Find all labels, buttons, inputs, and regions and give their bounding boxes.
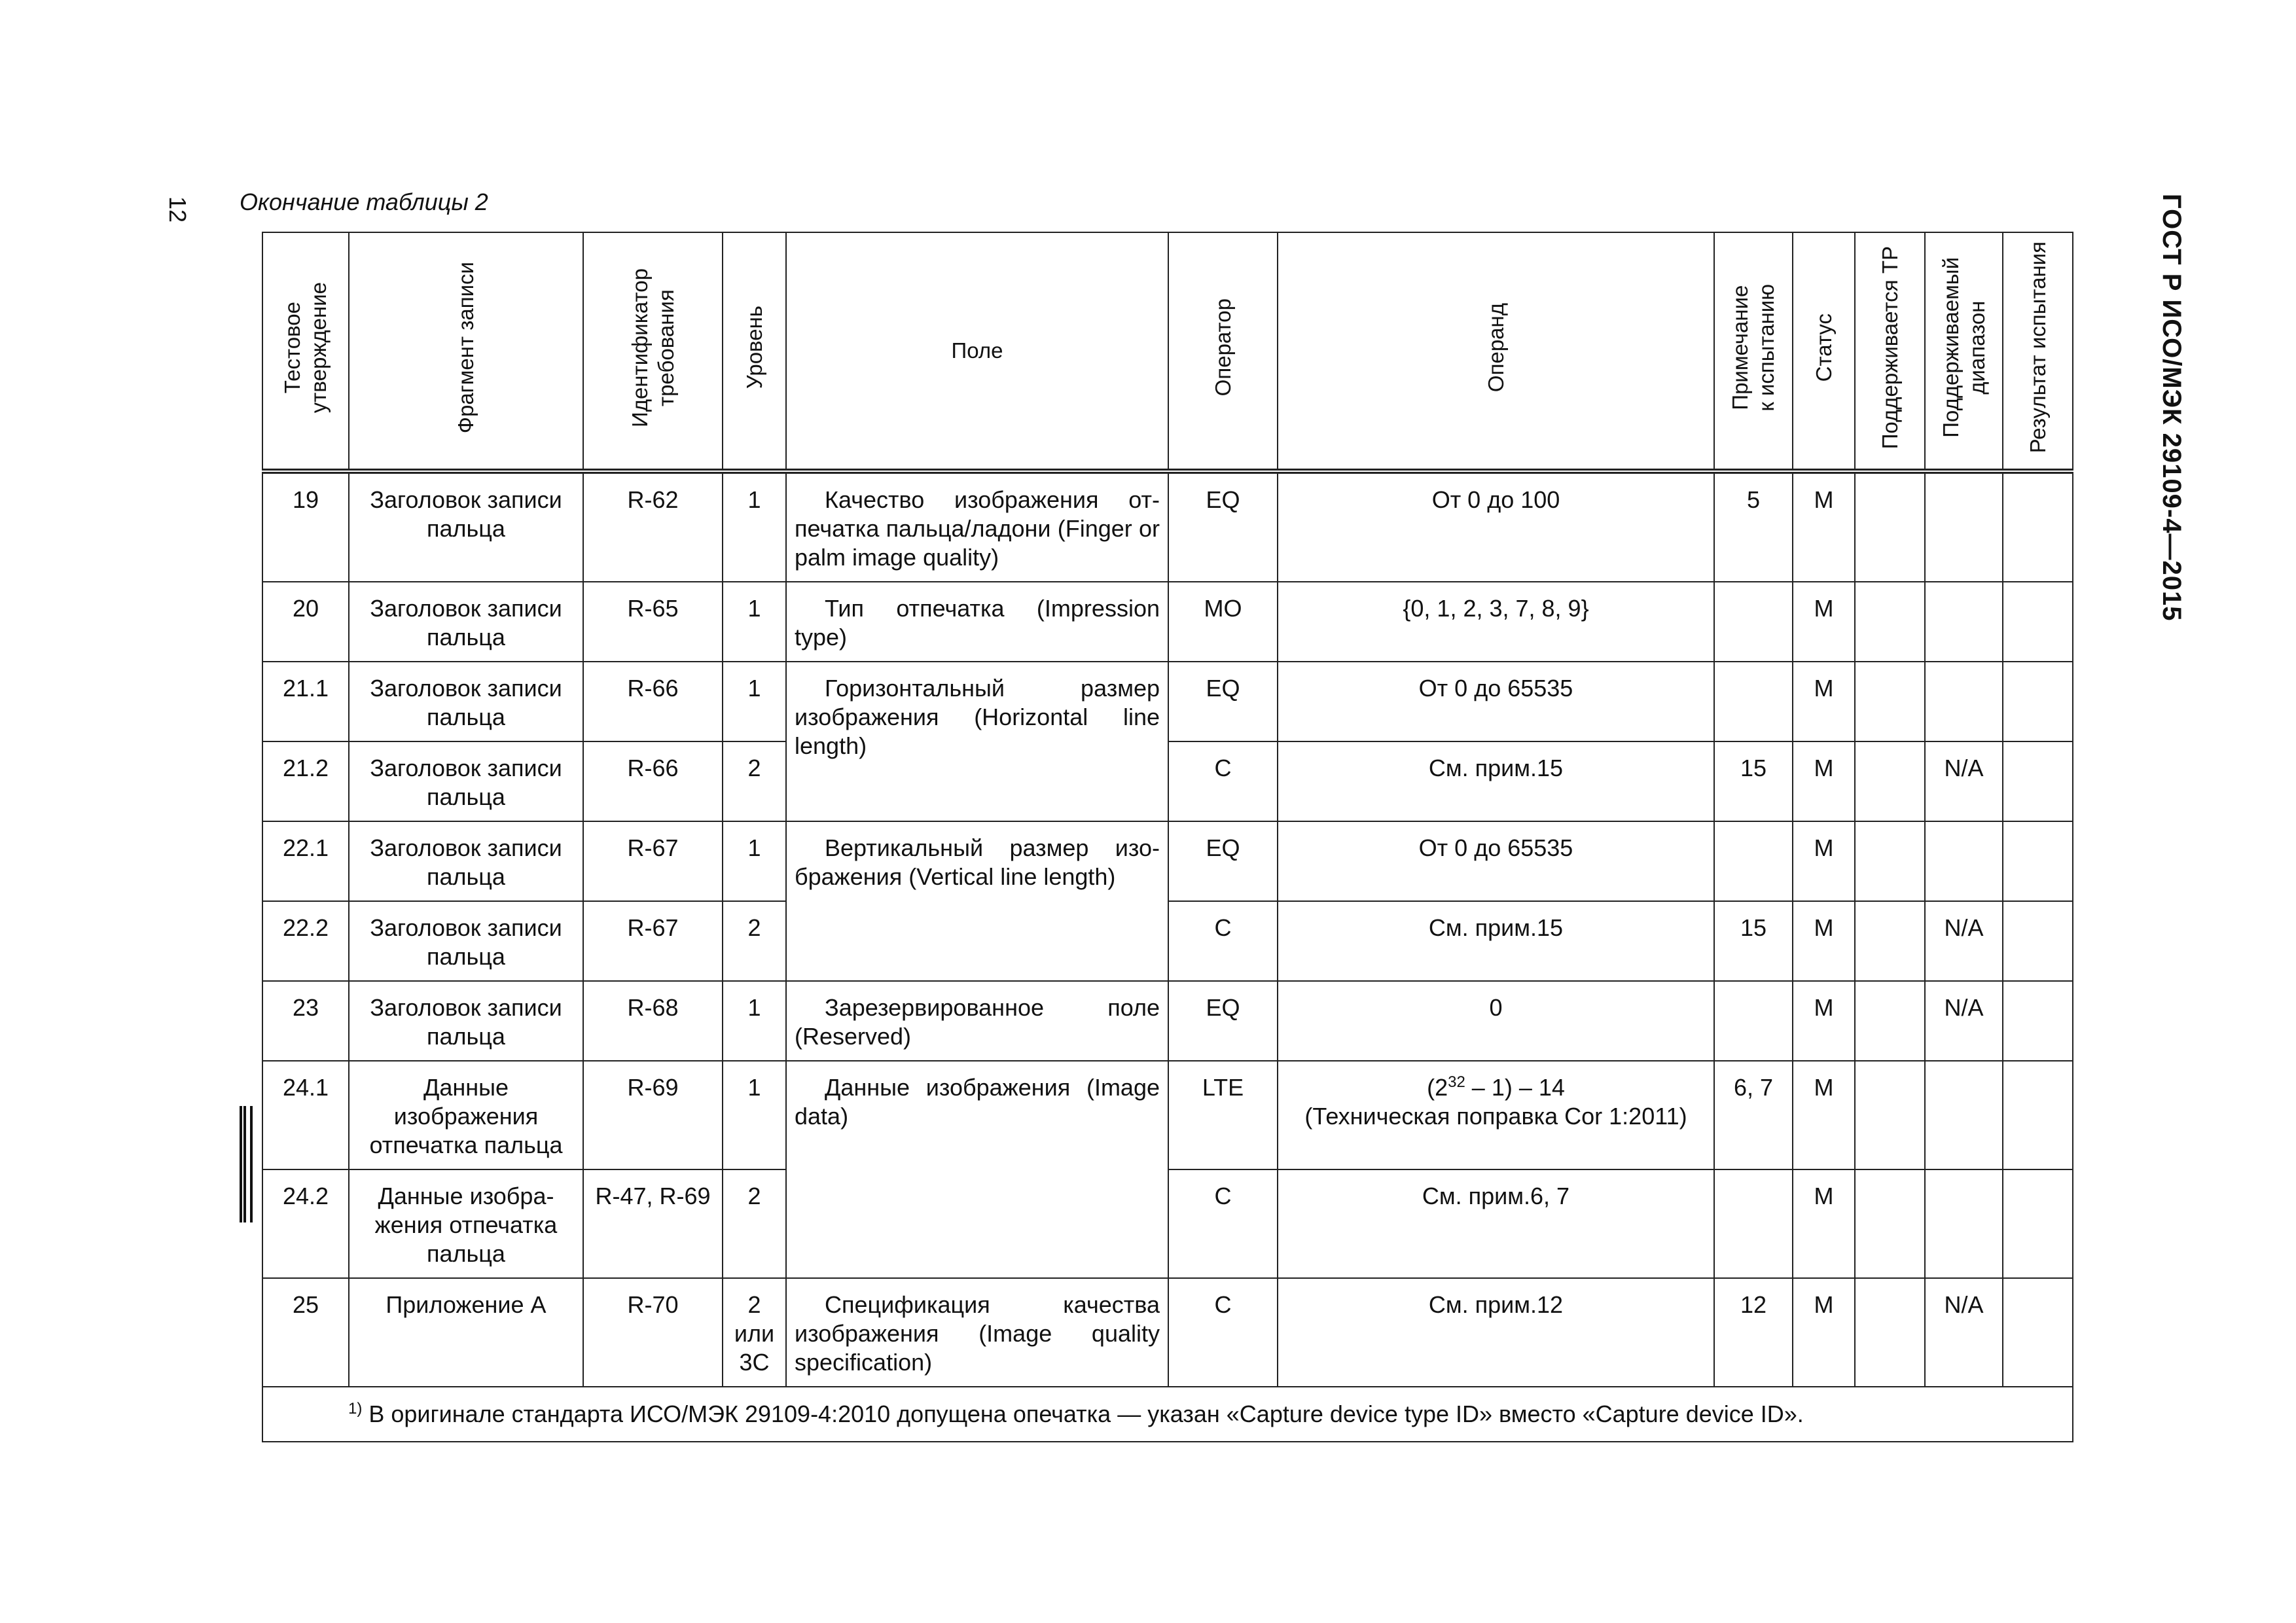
cell-note bbox=[1714, 981, 1793, 1061]
page-number: 12 bbox=[164, 196, 191, 223]
footnote-row bbox=[262, 1387, 2073, 1442]
requirements-table bbox=[262, 232, 2073, 1442]
cell-level: 2 bbox=[723, 901, 786, 981]
cell-operand: См. прим.12 bbox=[1278, 1278, 1714, 1387]
cell-test: 22.1 bbox=[262, 821, 349, 901]
cell-result bbox=[2003, 582, 2073, 662]
cell-result bbox=[2003, 471, 2073, 582]
cell-level: 1 bbox=[723, 582, 786, 662]
cell-fragment: Заголовок записи пальца bbox=[349, 981, 583, 1061]
cell-range bbox=[1925, 1169, 2003, 1278]
cell-note bbox=[1714, 582, 1793, 662]
cell-req: R-66 bbox=[583, 741, 723, 821]
cell-fragment: Заголовок записи пальца bbox=[349, 582, 583, 662]
col-header-test: Тестовое утверждение bbox=[262, 232, 349, 471]
cell-status: M bbox=[1793, 1061, 1855, 1169]
cell-result bbox=[2003, 662, 2073, 741]
col-header-result: Результат испытания bbox=[2003, 232, 2073, 471]
cell-range bbox=[1925, 1061, 2003, 1169]
cell-note: 15 bbox=[1714, 901, 1793, 981]
cell-req: R-62 bbox=[583, 471, 723, 582]
cell-req: R-70 bbox=[583, 1278, 723, 1387]
cell-status: M bbox=[1793, 582, 1855, 662]
table-row bbox=[262, 1061, 2073, 1169]
cell-req: R-69 bbox=[583, 1061, 723, 1169]
col-header-operator: Оператор bbox=[1168, 232, 1278, 471]
cell-fragment: Заголовок записи пальца bbox=[349, 821, 583, 901]
cell-result bbox=[2003, 1169, 2073, 1278]
col-header-supported-tr: Поддерживается ТР bbox=[1855, 232, 1925, 471]
cell-operand bbox=[1278, 1061, 1714, 1169]
cell-operator: C bbox=[1168, 1169, 1278, 1278]
cell-field: Горизонтальный размер изображения (Horizontal line length) bbox=[786, 662, 1168, 821]
cell-result bbox=[2003, 901, 2073, 981]
cell-supported-tr bbox=[1855, 821, 1925, 901]
cell-operand: От 0 до 65535 bbox=[1278, 662, 1714, 741]
cell-status: M bbox=[1793, 1169, 1855, 1278]
cell-operator: C bbox=[1168, 1278, 1278, 1387]
cell-req: R-66 bbox=[583, 662, 723, 741]
change-bar-marker bbox=[240, 1106, 253, 1222]
cell-supported-tr bbox=[1855, 471, 1925, 582]
cell-operand: См. прим.6, 7 bbox=[1278, 1169, 1714, 1278]
cell-test: 20 bbox=[262, 582, 349, 662]
cell-supported-tr bbox=[1855, 901, 1925, 981]
cell-fragment: Заголовок записи пальца bbox=[349, 662, 583, 741]
table-row bbox=[262, 981, 2073, 1061]
cell-supported-tr bbox=[1855, 1169, 1925, 1278]
cell-note bbox=[1714, 662, 1793, 741]
header-row bbox=[262, 232, 2073, 471]
cell-status: M bbox=[1793, 981, 1855, 1061]
cell-field: Тип отпечатка (Impression type) bbox=[786, 582, 1168, 662]
cell-status: M bbox=[1793, 662, 1855, 741]
col-header-supported-range: Поддерживаемый диапазон bbox=[1925, 232, 2003, 471]
cell-status: M bbox=[1793, 821, 1855, 901]
cell-range bbox=[1925, 662, 2003, 741]
col-header-status: Статус bbox=[1793, 232, 1855, 471]
cell-level: 1 bbox=[723, 471, 786, 582]
table-row bbox=[262, 821, 2073, 901]
col-header-level: Уровень bbox=[723, 232, 786, 471]
cell-req: R-65 bbox=[583, 582, 723, 662]
cell-operand: См. прим.15 bbox=[1278, 741, 1714, 821]
cell-operator: EQ bbox=[1168, 471, 1278, 582]
col-header-req-id: Идентификатор требования bbox=[583, 232, 723, 471]
cell-level: 1 bbox=[723, 1061, 786, 1169]
cell-test: 25 bbox=[262, 1278, 349, 1387]
cell-range: N/A bbox=[1925, 741, 2003, 821]
cell-operand: См. прим.15 bbox=[1278, 901, 1714, 981]
cell-test: 21.2 bbox=[262, 741, 349, 821]
cell-status: M bbox=[1793, 1278, 1855, 1387]
col-header-field: Поле bbox=[786, 232, 1168, 471]
table-row bbox=[262, 471, 2073, 582]
table-row bbox=[262, 1278, 2073, 1387]
cell-supported-tr bbox=[1855, 1278, 1925, 1387]
cell-operator: C bbox=[1168, 901, 1278, 981]
cell-fragment: Приложение А bbox=[349, 1278, 583, 1387]
col-header-operand: Операнд bbox=[1278, 232, 1714, 471]
cell-range bbox=[1925, 582, 2003, 662]
table-row bbox=[262, 582, 2073, 662]
cell-fragment: Заголовок записи пальца bbox=[349, 471, 583, 582]
cell-level: 1 bbox=[723, 981, 786, 1061]
cell-level: 1 bbox=[723, 821, 786, 901]
cell-level: 2 bbox=[723, 1169, 786, 1278]
cell-result bbox=[2003, 1061, 2073, 1169]
cell-level: 1 bbox=[723, 662, 786, 741]
cell-result bbox=[2003, 1278, 2073, 1387]
cell-fragment: Данные изображения отпечатка пальца bbox=[349, 1061, 583, 1169]
col-header-note: Примечание к испытанию bbox=[1714, 232, 1793, 471]
cell-field: Вертикальный размер изо-бражения (Vertical line length) bbox=[786, 821, 1168, 981]
cell-note: 6, 7 bbox=[1714, 1061, 1793, 1169]
cell-operator: C bbox=[1168, 741, 1278, 821]
cell-result bbox=[2003, 981, 2073, 1061]
cell-operand: От 0 до 65535 bbox=[1278, 821, 1714, 901]
cell-status: M bbox=[1793, 901, 1855, 981]
footnote-marker: 1) bbox=[348, 1400, 363, 1418]
cell-note bbox=[1714, 1169, 1793, 1278]
cell-note: 12 bbox=[1714, 1278, 1793, 1387]
cell-field: Данные изображения (Image data) bbox=[786, 1061, 1168, 1278]
cell-operator: EQ bbox=[1168, 662, 1278, 741]
cell-field: Качество изображения от-печатка пальца/ладони (Finger or palm image quality) bbox=[786, 471, 1168, 582]
footnote bbox=[262, 1387, 2073, 1442]
cell-note bbox=[1714, 821, 1793, 901]
col-header-fragment: Фрагмент записи bbox=[349, 232, 583, 471]
cell-test: 23 bbox=[262, 981, 349, 1061]
cell-supported-tr bbox=[1855, 741, 1925, 821]
cell-req: R-68 bbox=[583, 981, 723, 1061]
operand-correction: (Техническая поправка Cor 1:2011) bbox=[1304, 1103, 1687, 1130]
table-row bbox=[262, 662, 2073, 741]
cell-supported-tr bbox=[1855, 981, 1925, 1061]
cell-level: 2 bbox=[723, 741, 786, 821]
cell-level: 2 или 3С bbox=[723, 1278, 786, 1387]
cell-test: 21.1 bbox=[262, 662, 349, 741]
cell-range: N/A bbox=[1925, 981, 2003, 1061]
cell-req: R-47, R-69 bbox=[583, 1169, 723, 1278]
cell-fragment: Данные изобра-жения отпечатка пальца bbox=[349, 1169, 583, 1278]
cell-operand: От 0 до 100 bbox=[1278, 471, 1714, 582]
cell-test: 24.2 bbox=[262, 1169, 349, 1278]
cell-note: 5 bbox=[1714, 471, 1793, 582]
cell-note: 15 bbox=[1714, 741, 1793, 821]
cell-test: 22.2 bbox=[262, 901, 349, 981]
cell-field: Зарезервированное поле (Reserved) bbox=[786, 981, 1168, 1061]
cell-operand: 0 bbox=[1278, 981, 1714, 1061]
cell-status: M bbox=[1793, 471, 1855, 582]
table-caption: Окончание таблицы 2 bbox=[240, 188, 488, 215]
cell-range: N/A bbox=[1925, 901, 2003, 981]
cell-supported-tr bbox=[1855, 582, 1925, 662]
cell-test: 19 bbox=[262, 471, 349, 582]
footnote-text: В оригинале стандарта ИСО/МЭК 29109-4:2010 допущена опечатка — указан «Capture device type ID» вместо «Capture device ID». bbox=[362, 1400, 1804, 1427]
cell-operand: {0, 1, 2, 3, 7, 8, 9} bbox=[1278, 582, 1714, 662]
cell-req: R-67 bbox=[583, 821, 723, 901]
cell-operator: EQ bbox=[1168, 821, 1278, 901]
standard-title: ГОСТ Р ИСО/МЭК 29109-4—2015 bbox=[2157, 194, 2186, 622]
cell-operator: LTE bbox=[1168, 1061, 1278, 1169]
cell-operator: MO bbox=[1168, 582, 1278, 662]
operand-formula: $(2^{32} - 1) - 14$ bbox=[1427, 1073, 1565, 1101]
cell-status: M bbox=[1793, 741, 1855, 821]
cell-result bbox=[2003, 821, 2073, 901]
cell-test: 24.1 bbox=[262, 1061, 349, 1169]
cell-supported-tr bbox=[1855, 662, 1925, 741]
cell-field: Спецификация качества изображения (Image quality specification) bbox=[786, 1278, 1168, 1387]
cell-range bbox=[1925, 471, 2003, 582]
cell-result bbox=[2003, 741, 2073, 821]
cell-supported-tr bbox=[1855, 1061, 1925, 1169]
cell-range bbox=[1925, 821, 2003, 901]
cell-operator: EQ bbox=[1168, 981, 1278, 1061]
cell-req: R-67 bbox=[583, 901, 723, 981]
cell-fragment: Заголовок записи пальца bbox=[349, 741, 583, 821]
cell-range: N/A bbox=[1925, 1278, 2003, 1387]
cell-fragment: Заголовок записи пальца bbox=[349, 901, 583, 981]
